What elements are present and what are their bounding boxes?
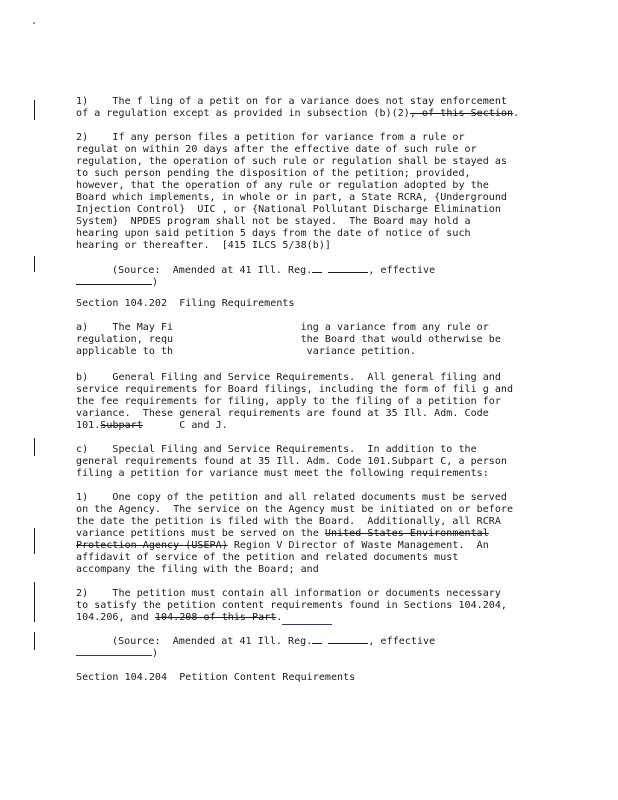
change-bar [34,528,35,554]
item2-line: 104.206, and 104.208 of this Part. [76,612,332,625]
para1-line: 1) The f ling of a petit on for a variance does not stay enforcement [76,96,508,107]
item1-line: on the Agency. The service on the Agency must be initiated on or before [76,504,514,515]
para2-line: regulat on within 20 days after the effective date of such rule or [76,144,477,155]
item1-line: accompany the filing with the Board; and [76,564,319,575]
item2-line: to satisfy the petition content requirements found in Sections 104.204, [76,600,508,611]
para-b-line: b) General Filing and Service Requirements. All general filing and [76,372,501,383]
struck-text: United States Environmental [324,528,489,539]
change-bar [34,632,35,650]
para-b-line: 101.Subpart C and J. [76,420,228,431]
para2-line: to such person pending the disposition of the petition; provided, [76,168,471,179]
para2-line: Board which implements, in whole or in part, a State RCRA, {Underground [76,192,508,203]
change-bar [34,438,35,456]
para2-line: Injection Control} UIC , or {National Pollutant Discharge Elimination [76,204,501,215]
source-note-close: ) [76,648,158,660]
change-bar [34,256,35,272]
para2-line: hearing or thereafter. [415 ILCS 5/38(b)] [76,240,331,251]
para-b-line: variance. These general requirements are found at 35 Ill. Adm. Code [76,408,489,419]
struck-text: Protection Agency (USEPA) [76,540,228,551]
para-a-line: a) The May Fi ing a variance from any rule or [76,322,489,333]
para-b-line: service requirements for Board filings, including the form of fili g and [76,384,514,395]
item1-line: the date the petition is filed with the Board. Additionally, all RCRA [76,516,501,527]
para2-line: hearing upon said petition 5 days from the date of notice of such [76,228,471,239]
para-c-line: c) Special Filing and Service Requirements. In addition to the [76,444,477,455]
section-heading: Section 104.204 Petition Content Requirements [76,672,356,683]
source-note: (Source: Amended at 41 Ill. Reg. , effective [112,636,436,647]
item1-line: 1) One copy of the petition and all related documents must be served [76,492,508,503]
struck-text: 104.208 of this Part [154,612,277,623]
item1-line: Protection Agency (USEPA) Region V Director of Waste Management. An [76,540,489,551]
para2-line: 2) If any person files a petition for variance from a rule or [76,132,465,143]
para-c-line: filing a petition for variance must meet the following requirements: [76,468,489,479]
para-a-line: applicable to th variance petition. [76,346,416,357]
para2-line: regulation, the operation of such rule or regulation shall be stayed as [76,156,508,167]
scan-speck [33,22,35,24]
item1-line: affidavit of service of the petition and related documents must [76,552,459,563]
para-a-line: regulation, requ the Board that would otherwise be [76,334,501,345]
section-heading: Section 104.202 Filing Requirements [76,298,295,309]
para-c-line: general requirements found at 35 Ill. Adm. Code 101.Subpart C, a person [76,456,508,467]
struck-text: Subpart [100,420,143,431]
para2-line: however, that the operation of any rule or regulation adopted by the [76,180,489,191]
source-note: (Source: Amended at 41 Ill. Reg. , effective [112,265,436,276]
change-bar [34,582,35,622]
inserted-text-underline [282,612,332,625]
para-b-line: the fee requirements for filing, apply to the filing of a petition for [76,396,501,407]
para2-line: System} NPDES program shall not be stayed. The Board may hold a [76,216,471,227]
item1-line: variance petitions must be served on the United States Environmental [76,528,489,539]
para1-line: of a regulation except as provided in subsection (b)(2), of this Section. [76,108,520,119]
change-bar [34,100,35,120]
struck-text: , of this Section [409,108,514,119]
source-note-close: ) [76,277,158,289]
item2-line: 2) The petition must contain all information or documents necessary [76,588,501,599]
